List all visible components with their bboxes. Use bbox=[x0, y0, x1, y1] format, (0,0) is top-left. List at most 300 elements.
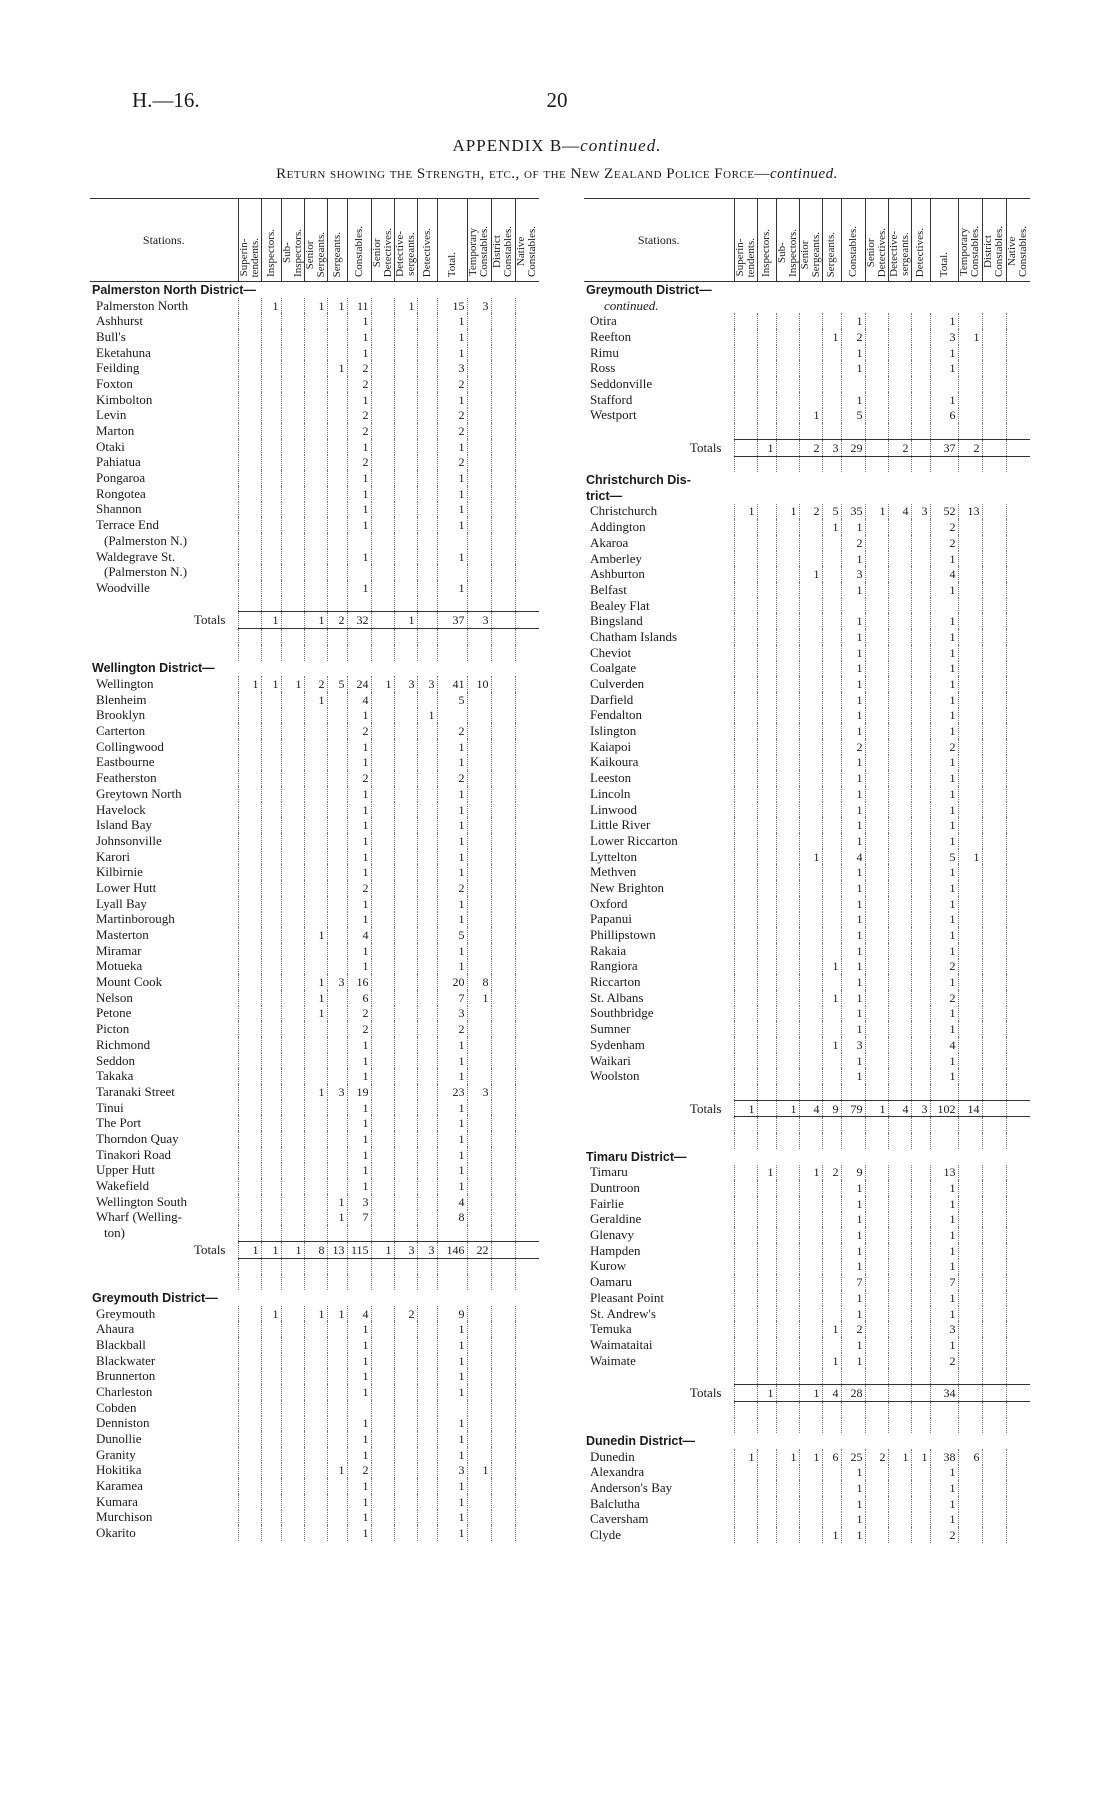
cell-value bbox=[822, 1418, 841, 1434]
cell-value bbox=[238, 1416, 261, 1432]
cell-value bbox=[327, 1416, 347, 1432]
cell-value bbox=[865, 1496, 888, 1512]
cell-value bbox=[467, 596, 491, 612]
cell-value: 2 bbox=[347, 770, 371, 786]
cell-value bbox=[371, 1006, 394, 1022]
cell-value bbox=[327, 1400, 347, 1416]
cell-value bbox=[371, 1100, 394, 1116]
cell-value bbox=[958, 974, 982, 990]
cell-value bbox=[371, 423, 394, 439]
cell-value bbox=[822, 723, 841, 739]
cell-value bbox=[261, 1194, 281, 1210]
cell-value bbox=[417, 1163, 437, 1179]
station-name: Charleston bbox=[96, 1384, 153, 1399]
cell-value bbox=[958, 1527, 982, 1543]
cell-value bbox=[327, 1163, 347, 1179]
cell-value bbox=[888, 629, 911, 645]
table-row bbox=[90, 1384, 539, 1400]
cell-value bbox=[467, 645, 491, 661]
cell-value bbox=[238, 423, 261, 439]
cell-value bbox=[841, 1117, 865, 1133]
cell-value bbox=[394, 1084, 417, 1100]
cell-value bbox=[734, 566, 757, 582]
cell-value bbox=[394, 517, 417, 533]
cell-value bbox=[888, 817, 911, 833]
cell-value bbox=[371, 517, 394, 533]
cell-value bbox=[865, 598, 888, 614]
cell-value bbox=[776, 770, 799, 786]
cell-value bbox=[515, 376, 539, 392]
cell-value bbox=[281, 1225, 304, 1241]
cell-value bbox=[799, 1068, 822, 1084]
cell-value: 1 bbox=[930, 1512, 958, 1528]
cell-value: 1 bbox=[347, 1416, 371, 1432]
cell-value bbox=[467, 943, 491, 959]
return-continued: continued. bbox=[769, 166, 838, 182]
cell-value bbox=[1006, 456, 1030, 472]
cell-value bbox=[417, 1494, 437, 1510]
cell-value bbox=[734, 676, 757, 692]
cell-value bbox=[1006, 1449, 1030, 1465]
cell-value bbox=[757, 1465, 776, 1481]
cell-value bbox=[822, 739, 841, 755]
cell-value bbox=[238, 864, 261, 880]
cell-value bbox=[238, 1321, 261, 1337]
table-row bbox=[584, 551, 1030, 567]
cell-value bbox=[734, 755, 757, 771]
cell-value bbox=[281, 502, 304, 518]
cell-value bbox=[281, 645, 304, 661]
cell-value bbox=[734, 943, 757, 959]
cell-value: 1 bbox=[930, 629, 958, 645]
cell-value bbox=[865, 990, 888, 1006]
cell-value: 2 bbox=[930, 1527, 958, 1543]
cell-value bbox=[888, 880, 911, 896]
cell-value: 1 bbox=[347, 1525, 371, 1541]
station-name: Foxton bbox=[96, 376, 133, 391]
cell-value bbox=[515, 1431, 539, 1447]
cell-value: 3 bbox=[911, 504, 930, 520]
cell-value bbox=[327, 1006, 347, 1022]
cell-value: 1 bbox=[841, 1512, 865, 1528]
cell-value bbox=[799, 1084, 822, 1100]
cell-value: 1 bbox=[841, 1290, 865, 1306]
col-constables: Constables. bbox=[841, 199, 865, 282]
cell-value bbox=[394, 455, 417, 471]
cell-value bbox=[371, 1494, 394, 1510]
cell-value bbox=[491, 580, 515, 596]
cell-value bbox=[327, 533, 347, 549]
cell-value bbox=[515, 1006, 539, 1022]
cell-value: 4 bbox=[930, 1037, 958, 1053]
cell-value: 1 bbox=[437, 755, 467, 771]
cell-value bbox=[888, 535, 911, 551]
cell-value bbox=[327, 739, 347, 755]
station-name: Terrace End bbox=[96, 517, 159, 533]
table-row bbox=[90, 1447, 539, 1463]
cell-value bbox=[888, 1385, 911, 1402]
cell-value bbox=[371, 1478, 394, 1494]
table-row bbox=[584, 692, 1030, 708]
cell-value bbox=[822, 1196, 841, 1212]
cell-value: 1 bbox=[327, 1194, 347, 1210]
table-row bbox=[584, 959, 1030, 975]
cell-value bbox=[327, 1274, 347, 1290]
cell-value bbox=[394, 974, 417, 990]
cell-value bbox=[261, 1006, 281, 1022]
cell-value bbox=[394, 990, 417, 1006]
table-row bbox=[584, 739, 1030, 755]
cell-value bbox=[799, 880, 822, 896]
cell-value bbox=[281, 1258, 304, 1274]
cell-value bbox=[958, 392, 982, 408]
cell-value bbox=[865, 392, 888, 408]
cell-value bbox=[238, 298, 261, 314]
cell-value bbox=[394, 1384, 417, 1400]
cell-value bbox=[304, 817, 327, 833]
cell-value bbox=[958, 345, 982, 361]
cell-value bbox=[515, 1447, 539, 1463]
cell-value bbox=[822, 1480, 841, 1496]
cell-value bbox=[1006, 408, 1030, 424]
cell-value bbox=[958, 880, 982, 896]
cell-value bbox=[515, 533, 539, 549]
cell-value bbox=[304, 580, 327, 596]
cell-value bbox=[799, 927, 822, 943]
cell-value bbox=[515, 1353, 539, 1369]
cell-value bbox=[734, 1068, 757, 1084]
cell-value bbox=[1006, 1274, 1030, 1290]
cell-value bbox=[841, 1133, 865, 1149]
station-name: Granity bbox=[96, 1446, 136, 1462]
table-row bbox=[90, 1306, 539, 1322]
cell-value bbox=[822, 1021, 841, 1037]
cell-value bbox=[958, 1068, 982, 1084]
cell-value bbox=[327, 1021, 347, 1037]
cell-value bbox=[491, 517, 515, 533]
appendix-continued: continued. bbox=[580, 136, 662, 155]
table-row bbox=[584, 770, 1030, 786]
cell-value: 22 bbox=[467, 1241, 491, 1258]
station-name: Waldegrave St. bbox=[96, 548, 176, 564]
cell-value bbox=[958, 943, 982, 959]
cell-value bbox=[467, 517, 491, 533]
col-senior-detectives: Senior Detectives. bbox=[865, 199, 888, 282]
cell-value bbox=[304, 596, 327, 612]
cell-value bbox=[911, 676, 930, 692]
station-name: Sydenham bbox=[590, 1037, 645, 1052]
cell-value bbox=[958, 912, 982, 928]
cell-value bbox=[515, 896, 539, 912]
cell-value bbox=[304, 1131, 327, 1147]
cell-value bbox=[757, 786, 776, 802]
cell-value: 1 bbox=[930, 880, 958, 896]
cell-value bbox=[865, 535, 888, 551]
cell-value bbox=[371, 770, 394, 786]
cell-value bbox=[491, 1225, 515, 1241]
cell-value bbox=[327, 802, 347, 818]
cell-value bbox=[371, 298, 394, 314]
cell-value: 1 bbox=[841, 880, 865, 896]
cell-value bbox=[776, 1068, 799, 1084]
table-row bbox=[584, 1465, 1030, 1481]
cell-value: 1 bbox=[930, 1465, 958, 1481]
cell-value bbox=[1006, 423, 1030, 439]
cell-value bbox=[911, 392, 930, 408]
district-heading-row bbox=[90, 282, 539, 298]
cell-value: 1 bbox=[841, 770, 865, 786]
cell-value bbox=[865, 723, 888, 739]
cell-value bbox=[841, 1401, 865, 1417]
cell-value: 1 bbox=[841, 755, 865, 771]
cell-value bbox=[238, 1510, 261, 1526]
cell-value bbox=[757, 1021, 776, 1037]
cell-value bbox=[865, 1465, 888, 1481]
cell-value bbox=[865, 1117, 888, 1133]
cell-value bbox=[888, 974, 911, 990]
cell-value bbox=[958, 408, 982, 424]
cell-value bbox=[888, 551, 911, 567]
cell-value bbox=[930, 1117, 958, 1133]
cell-value bbox=[371, 912, 394, 928]
cell-value: 1 bbox=[304, 990, 327, 1006]
cell-value bbox=[734, 551, 757, 567]
cell-value bbox=[417, 1353, 437, 1369]
cell-value: 1 bbox=[437, 1416, 467, 1432]
cell-value bbox=[304, 423, 327, 439]
cell-value bbox=[1006, 1084, 1030, 1100]
cell-value bbox=[491, 1084, 515, 1100]
cell-value bbox=[327, 849, 347, 865]
cell-value: 1 bbox=[437, 817, 467, 833]
cell-value bbox=[261, 1368, 281, 1384]
cell-value bbox=[757, 833, 776, 849]
cell-value: 1 bbox=[841, 974, 865, 990]
cell-value bbox=[865, 676, 888, 692]
cell-value: 1 bbox=[347, 1178, 371, 1194]
district-heading: Palmerston North District— bbox=[92, 282, 256, 297]
station-name: Greytown North bbox=[96, 786, 182, 801]
cell-value bbox=[1006, 392, 1030, 408]
cell-value bbox=[734, 1465, 757, 1481]
cell-value bbox=[930, 456, 958, 472]
cell-value bbox=[467, 692, 491, 708]
cell-value bbox=[467, 533, 491, 549]
cell-value bbox=[888, 1290, 911, 1306]
cell-value: 2 bbox=[437, 1021, 467, 1037]
cell-value bbox=[822, 1227, 841, 1243]
cell-value bbox=[327, 1258, 347, 1274]
cell-value bbox=[327, 629, 347, 645]
cell-value bbox=[958, 1480, 982, 1496]
cell-value bbox=[281, 549, 304, 565]
cell-value bbox=[371, 1368, 394, 1384]
cell-value bbox=[865, 1321, 888, 1337]
cell-value bbox=[776, 755, 799, 771]
cell-value bbox=[982, 613, 1006, 629]
cell-value bbox=[911, 1084, 930, 1100]
cell-value bbox=[417, 629, 437, 645]
cell-value: 1 bbox=[799, 1385, 822, 1402]
cell-value bbox=[822, 1259, 841, 1275]
cell-value bbox=[515, 612, 539, 629]
cell-value bbox=[491, 755, 515, 771]
cell-value: 1 bbox=[930, 1306, 958, 1322]
cell-value bbox=[261, 1510, 281, 1526]
cell-value bbox=[958, 360, 982, 376]
cell-value bbox=[982, 1337, 1006, 1353]
cell-value bbox=[261, 423, 281, 439]
cell-value: 3 bbox=[930, 329, 958, 345]
cell-value bbox=[281, 896, 304, 912]
cell-value bbox=[757, 376, 776, 392]
cell-value: 1 bbox=[347, 817, 371, 833]
cell-value bbox=[911, 723, 930, 739]
cell-value bbox=[467, 1100, 491, 1116]
cell-value bbox=[776, 1353, 799, 1369]
cell-value bbox=[776, 582, 799, 598]
station-name: Chatham Islands bbox=[590, 629, 678, 644]
spacer bbox=[584, 1084, 734, 1100]
cell-value bbox=[515, 959, 539, 975]
cell-value bbox=[515, 549, 539, 565]
cell-value bbox=[865, 1212, 888, 1228]
cell-value bbox=[467, 470, 491, 486]
cell-value bbox=[911, 1196, 930, 1212]
cell-value bbox=[888, 723, 911, 739]
cell-value bbox=[865, 692, 888, 708]
table-row bbox=[90, 1194, 539, 1210]
cell-value bbox=[327, 943, 347, 959]
cell-value bbox=[281, 486, 304, 502]
cell-value bbox=[238, 1037, 261, 1053]
cell-value bbox=[491, 1510, 515, 1526]
cell-value bbox=[304, 549, 327, 565]
cell-value bbox=[776, 1306, 799, 1322]
cell-value bbox=[799, 519, 822, 535]
cell-value bbox=[734, 912, 757, 928]
cell-value bbox=[491, 1258, 515, 1274]
cell-value bbox=[491, 1416, 515, 1432]
cell-value bbox=[799, 661, 822, 677]
table-row bbox=[584, 990, 1030, 1006]
cell-value: 1 bbox=[347, 345, 371, 361]
cell-value: 1 bbox=[911, 1449, 930, 1465]
table-row bbox=[90, 1400, 539, 1416]
cell-value: 1 bbox=[930, 613, 958, 629]
station-name: Methven bbox=[590, 864, 637, 880]
cell-value bbox=[1006, 708, 1030, 724]
cell-value bbox=[776, 439, 799, 456]
cell-value: 2 bbox=[841, 1321, 865, 1337]
cell-value bbox=[982, 1227, 1006, 1243]
cell-value bbox=[911, 1337, 930, 1353]
cell-value bbox=[515, 1321, 539, 1337]
cell-value bbox=[958, 1196, 982, 1212]
cell-value bbox=[734, 645, 757, 661]
cell-value bbox=[888, 360, 911, 376]
cell-value bbox=[776, 629, 799, 645]
cell-value bbox=[734, 613, 757, 629]
cell-value bbox=[734, 1480, 757, 1496]
cell-value bbox=[304, 629, 327, 645]
cell-value bbox=[982, 313, 1006, 329]
cell-value bbox=[1006, 1465, 1030, 1481]
cell-value bbox=[238, 645, 261, 661]
cell-value bbox=[888, 456, 911, 472]
cell-value bbox=[304, 502, 327, 518]
cell-value bbox=[515, 692, 539, 708]
cell-value bbox=[982, 943, 1006, 959]
cell-value bbox=[888, 1117, 911, 1133]
cell-value bbox=[757, 1084, 776, 1100]
cell-value bbox=[467, 313, 491, 329]
cell-value bbox=[371, 1306, 394, 1322]
cell-value: 1 bbox=[437, 1147, 467, 1163]
cell-value bbox=[799, 345, 822, 361]
cell-value: 5 bbox=[841, 408, 865, 424]
cell-value bbox=[958, 1496, 982, 1512]
cell-value bbox=[888, 959, 911, 975]
cell-value bbox=[888, 1068, 911, 1084]
station-name: Waikari bbox=[590, 1052, 631, 1068]
cell-value bbox=[799, 329, 822, 345]
cell-value: 1 bbox=[841, 943, 865, 959]
cell-value: 3 bbox=[467, 1084, 491, 1100]
cell-value bbox=[799, 1243, 822, 1259]
cell-value: 1 bbox=[304, 298, 327, 314]
cell-value: 1 bbox=[841, 692, 865, 708]
cell-value: 9 bbox=[437, 1306, 467, 1322]
cell-value bbox=[734, 1353, 757, 1369]
cell-value: 5 bbox=[930, 849, 958, 865]
cell-value bbox=[394, 849, 417, 865]
cell-value bbox=[1006, 1290, 1030, 1306]
cell-value bbox=[238, 439, 261, 455]
cell-value bbox=[371, 360, 394, 376]
cell-value bbox=[304, 833, 327, 849]
cell-value bbox=[417, 1053, 437, 1069]
station-name: St. Albans bbox=[590, 989, 644, 1005]
cell-value: 1 bbox=[437, 580, 467, 596]
cell-value bbox=[394, 1353, 417, 1369]
cell-value: 1 bbox=[841, 392, 865, 408]
cell-value bbox=[281, 1084, 304, 1100]
cell-value bbox=[982, 755, 1006, 771]
cell-value bbox=[417, 739, 437, 755]
table-row bbox=[584, 880, 1030, 896]
cell-value bbox=[911, 329, 930, 345]
station-name: Timaru bbox=[590, 1164, 628, 1180]
table-row bbox=[90, 629, 539, 645]
cell-value bbox=[776, 817, 799, 833]
cell-value: 8 bbox=[304, 1241, 327, 1258]
cell-value: 1 bbox=[930, 943, 958, 959]
cell-value bbox=[394, 786, 417, 802]
cell-value bbox=[982, 1496, 1006, 1512]
station-name: Darfield bbox=[590, 691, 634, 707]
station-name: Glenavy bbox=[590, 1227, 635, 1243]
cell-value bbox=[261, 439, 281, 455]
cell-value: 1 bbox=[930, 1021, 958, 1037]
cell-value bbox=[888, 708, 911, 724]
cell-value bbox=[841, 423, 865, 439]
cell-value bbox=[1006, 1100, 1030, 1117]
table-row bbox=[584, 1196, 1030, 1212]
cell-value bbox=[261, 1037, 281, 1053]
col-temporary-constables: Temporary Constables. bbox=[467, 199, 491, 282]
cell-value bbox=[865, 613, 888, 629]
